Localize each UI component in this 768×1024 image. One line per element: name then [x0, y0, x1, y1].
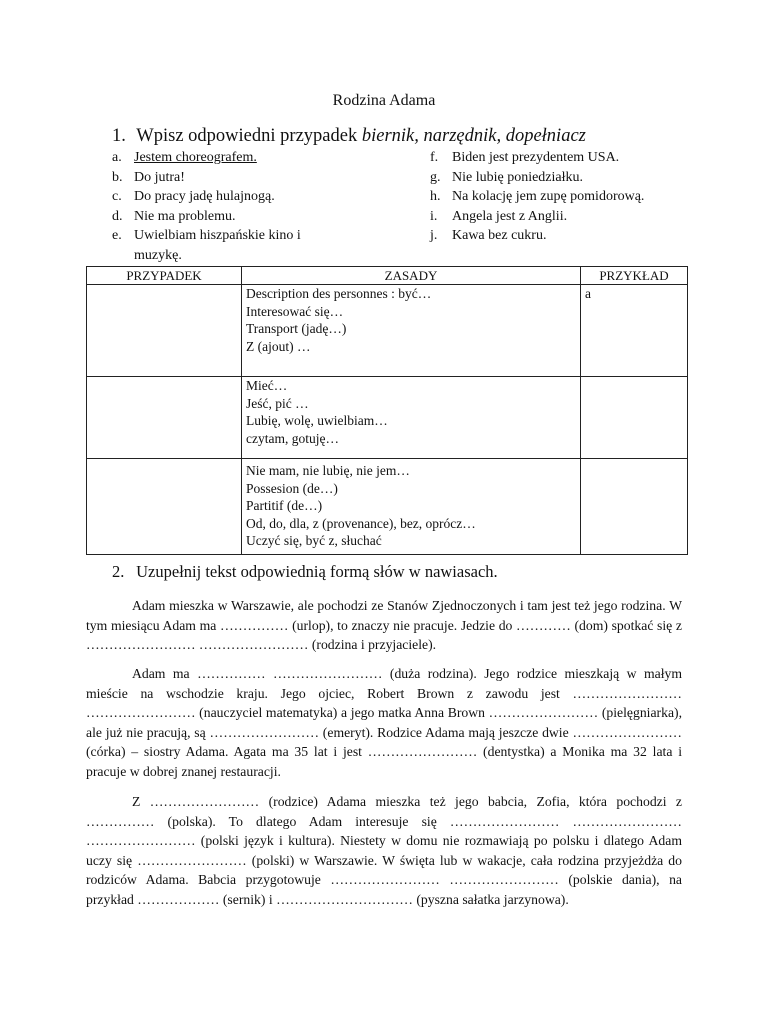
paragraph-2 [86, 664, 682, 782]
exercise-1-list-right [430, 148, 730, 246]
paragraph-text: Z …………………… (rodzice) Adama mieszka też jego babcia, Zofia, która pochodzi z …………… (polska). To dlatego Adam interesuje się …………………… …………………… …………………… (polski język i kultura). Niestety w domu nie rozmawiają po polsku i dlatego Adam uczy się …………………… (polski) w Warszawie. W święta lub w wakacje, cała rodzina przyjeżdża do rodziców Adama. Babcia przygotowuje …………………… …………………… (polskie dania), na przykład ……………… (sernik) i ………………………… (pyszna sałatka jarzynowa). [86, 794, 682, 907]
exercise-2-number: 2. [112, 562, 125, 581]
case-cell[interactable] [87, 285, 242, 377]
list-item-label: d. [112, 208, 123, 224]
list-item [112, 207, 342, 227]
rule-line: Possesion (de…) [246, 480, 338, 496]
exercise-1-instruction-italic: biernik, narzędnik, dopełniacz [361, 126, 586, 146]
list-item-text: Na kolację jem zupę pomidorową. [452, 189, 645, 204]
list-item [430, 207, 730, 227]
list-item-label: g. [430, 169, 441, 185]
rule-line: Jeść, pić … [246, 395, 309, 411]
list-item-text: Nie lubię poniedziałku. [452, 169, 584, 185]
rule-line: Interesować się… [246, 303, 344, 319]
list-item-text: Uwielbiam hiszpańskie kino i muzykę. [134, 228, 301, 263]
list-item-text: Do pracy jadę hulajnogą. [134, 189, 275, 204]
example-cell[interactable]: a [581, 285, 688, 377]
list-item-label: a. [112, 150, 122, 165]
list-item-label: h. [430, 189, 441, 204]
list-item [430, 148, 730, 168]
list-item [112, 148, 342, 168]
rule-line: Z (ajout) … [246, 338, 311, 354]
rules-cell [242, 285, 581, 377]
exercise-1-number: 1. [112, 126, 126, 146]
list-item-text: Nie ma problemu. [134, 208, 236, 224]
list-item-label: i. [430, 208, 438, 224]
paragraph-1 [86, 596, 682, 655]
case-cell[interactable] [87, 459, 242, 555]
cases-table [86, 266, 688, 555]
list-item-label: b. [112, 169, 123, 185]
rule-line: Description des personnes : być… [246, 286, 432, 301]
list-item [112, 168, 342, 188]
exercise-1-heading [112, 126, 586, 147]
rule-line: Partitif (de…) [246, 498, 323, 513]
list-item-text-underlined: Jestem choreografem. [134, 150, 257, 165]
list-item-label: e. [112, 228, 122, 243]
rule-line: czytam, gotuję… [246, 430, 339, 446]
rule-line: Od, do, dla, z (provenance), bez, oprócz… [246, 515, 476, 531]
list-item [430, 168, 730, 188]
rule-line: Lubię, wolę, uwielbiam… [246, 413, 388, 428]
header-zasady: ZASADY [242, 267, 581, 285]
list-item-text: Angela jest z Anglii. [452, 208, 568, 224]
list-item-text: Kawa bez cukru. [452, 228, 547, 243]
case-cell[interactable] [87, 377, 242, 459]
list-item-label: j. [430, 228, 438, 243]
paragraph-text: Adam ma …………… …………………… (duża rodzina). Jego rodzice mieszkają w małym mieście na wschodzie kraju. Jego ojciec, Robert Brown z zawodu jest …………………… …………………… (nauczyciel matematyka) a jego matka Anna Brown …………………… (pielęgniarka), ale już nie pracują, są …………………… (emeryt). Rodzice Adama mają jeszcze dwie …………………… (córka) – siostry Adama. Agata ma 35 lat i jest …………………… (dentystka) a Monika ma 32 lata i pracuje w dobrej znanej restauracji. [86, 666, 682, 779]
table-row [87, 377, 688, 459]
paragraph-3 [86, 792, 682, 910]
rules-cell [242, 459, 581, 555]
header-przypadek: PRZYPADEK [87, 267, 242, 285]
example-cell[interactable] [581, 377, 688, 459]
rule-line: Uczyć się, być z, słuchać [246, 533, 382, 548]
list-item [112, 226, 342, 265]
list-item-label: f. [430, 150, 439, 165]
list-item-label: c. [112, 189, 122, 204]
list-item [430, 187, 730, 207]
rule-line: Nie mam, nie lubię, nie jem… [246, 463, 410, 478]
header-przyklad: PRZYKŁAD [581, 267, 688, 285]
example-cell[interactable] [581, 459, 688, 555]
rules-cell [242, 377, 581, 459]
list-item [430, 226, 730, 246]
exercise-2-instruction: Uzupełnij tekst odpowiednią formą słów w nawiasach. [136, 562, 498, 581]
exercise-2-heading [112, 562, 498, 582]
table-row [87, 285, 688, 377]
table-row [87, 459, 688, 555]
exercise-1-instruction: Wpisz odpowiedni przypadek [136, 126, 358, 146]
list-item [112, 187, 342, 207]
list-item-text: Biden jest prezydentem USA. [452, 150, 620, 165]
rule-line: Mieć… [246, 378, 288, 393]
rule-line: Transport (jadę…) [246, 321, 347, 336]
document-title: Rodzina Adama [332, 92, 436, 109]
table-header-row [87, 267, 688, 285]
list-item-text: Do jutra! [134, 169, 185, 185]
exercise-1-list-left [112, 148, 342, 265]
paragraph-text: Adam mieszka w Warszawie, ale pochodzi ze Stanów Zjednoczonych i tam jest też jego rodzina. W tym miesiącu Adam ma …………… (urlop), to znaczy nie pracuje. Jedzie do ………… (dom) spotkać się z …………………… …………………… (rodzina i przyjaciele). [86, 598, 682, 653]
